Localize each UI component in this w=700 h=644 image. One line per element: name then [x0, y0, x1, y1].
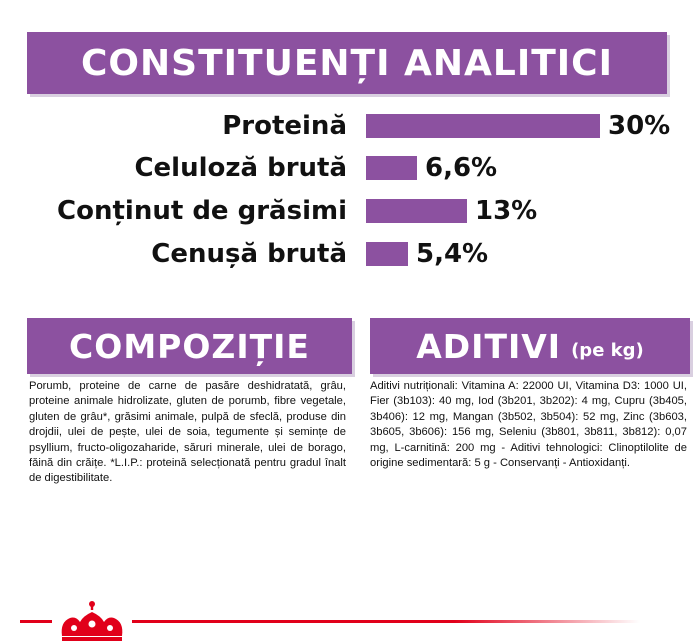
- additives-title: ADITIVI: [416, 326, 562, 366]
- nutrient-bar: [366, 156, 417, 180]
- analytic-constituents-title: CONSTITUENȚI ANALITICI: [81, 42, 613, 84]
- nutrient-label: Cenușă brută: [151, 239, 347, 269]
- additives-title-wrap: [370, 318, 690, 374]
- composition-text: Porumb, proteine de carne de pasăre deshidratată, grâu, proteine animale hidrolizate, gluten de porumb, fibre vegetale, gluten de grâu*, grăsimi animale, pulpă de sfeclă, produse din drojdii, ulei de pește, ulei de soia, tegumente și semințe de psyllium, fructo-oligozaharide, săruri minerale, ulei de borago, făină din crăițe. *L.I.P.: proteină selecționată pentru gradul înalt de digestibilitate.: [29, 380, 346, 485]
- nutrient-label: Proteină: [222, 111, 347, 141]
- additives-unit: (pe kg): [571, 339, 644, 361]
- nutrient-label: Conținut de grăsimi: [57, 196, 347, 226]
- crown-icon: [52, 596, 132, 644]
- nutrient-bar: [366, 199, 467, 223]
- composition-title: COMPOZIȚIE: [69, 326, 310, 366]
- additives-banner: [370, 318, 690, 374]
- analytic-constituents-banner: [27, 32, 667, 94]
- nutrient-value: 5,4%: [416, 239, 489, 269]
- nutrient-value: 6,6%: [425, 153, 498, 183]
- nutrient-label: Celuloză brută: [134, 153, 347, 183]
- nutrient-row-protein: [0, 108, 700, 144]
- nutrient-row-fat: [0, 193, 700, 229]
- additives-text: Aditivi nutriționali: Vitamina A: 22000 UI, Vitamina D3: 1000 UI, Fier (3b103): 40 mg, Iod (3b201, 3b202): 4 mg, Cupru (3b405, 3b406): 12 mg, Mangan (3b502, 3b504): 52 mg, Zinc (3b603, 3b605, 3b606): 156 mg, Seleniu (3b801, 3b811, 3b812): 0,07 mg, L-carnitină: 200 mg - Aditivi tehnologici: Clinoptilolite de origine sedimentară: 5 g - Conservanți - Antioxidanți.: [370, 380, 687, 470]
- nutrient-value: 30%: [608, 111, 671, 141]
- nutrient-bar: [366, 242, 408, 266]
- nutrient-row-fiber: [0, 150, 700, 186]
- nutrient-value: 13%: [475, 196, 538, 226]
- nutrient-bar: [366, 114, 600, 138]
- composition-banner: [27, 318, 352, 374]
- nutrient-row-ash: [0, 236, 700, 272]
